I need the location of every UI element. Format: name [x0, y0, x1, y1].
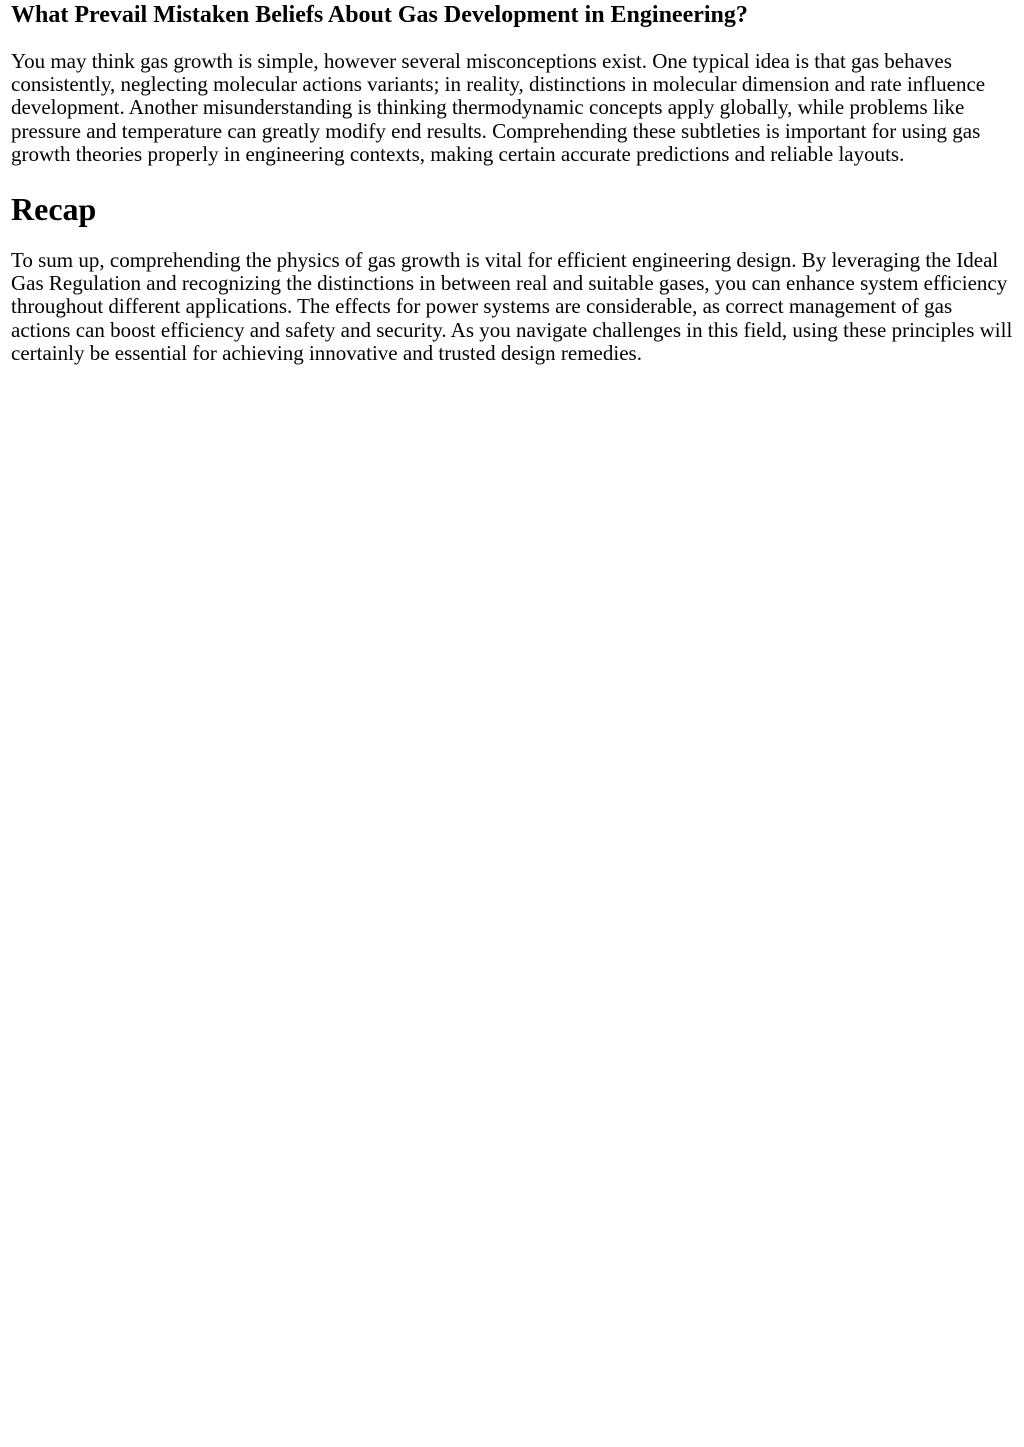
misconceptions-heading: What Prevail Mistaken Beliefs About Gas Development in Engineering?: [11, 2, 748, 28]
recap-paragraph: To sum up, comprehending the physics of gas growth is vital for efficient engineering design. By leveraging the Ideal Gas Regulation and recognizing the distinctions in between real and suitable gases, you can enhance system efficiency throughout different applications. The effects for power systems are considerable, as correct management of gas actions can boost efficiency and safety and security. As you navigate challenges in this field, using these principles will certainly be essential for achieving innovative and trusted design remedies.: [11, 248, 1013, 365]
recap-heading: Recap: [11, 191, 97, 228]
misconceptions-section: [11, 1, 1016, 166]
article-content: [11, 1, 1016, 365]
recap-section: [11, 191, 1016, 365]
misconceptions-paragraph: You may think gas growth is simple, however several misconceptions exist. One typical idea is that gas behaves consistently, neglecting molecular actions variants; in reality, distinctions in molecular dimension and rate influence development. Another misunderstanding is thinking thermodynamic concepts apply globally, while problems like pressure and temperature can greatly modify end results. Comprehending these subtleties is important for using gas growth theories properly in engineering contexts, making certain accurate predictions and reliable layouts.: [11, 49, 986, 166]
